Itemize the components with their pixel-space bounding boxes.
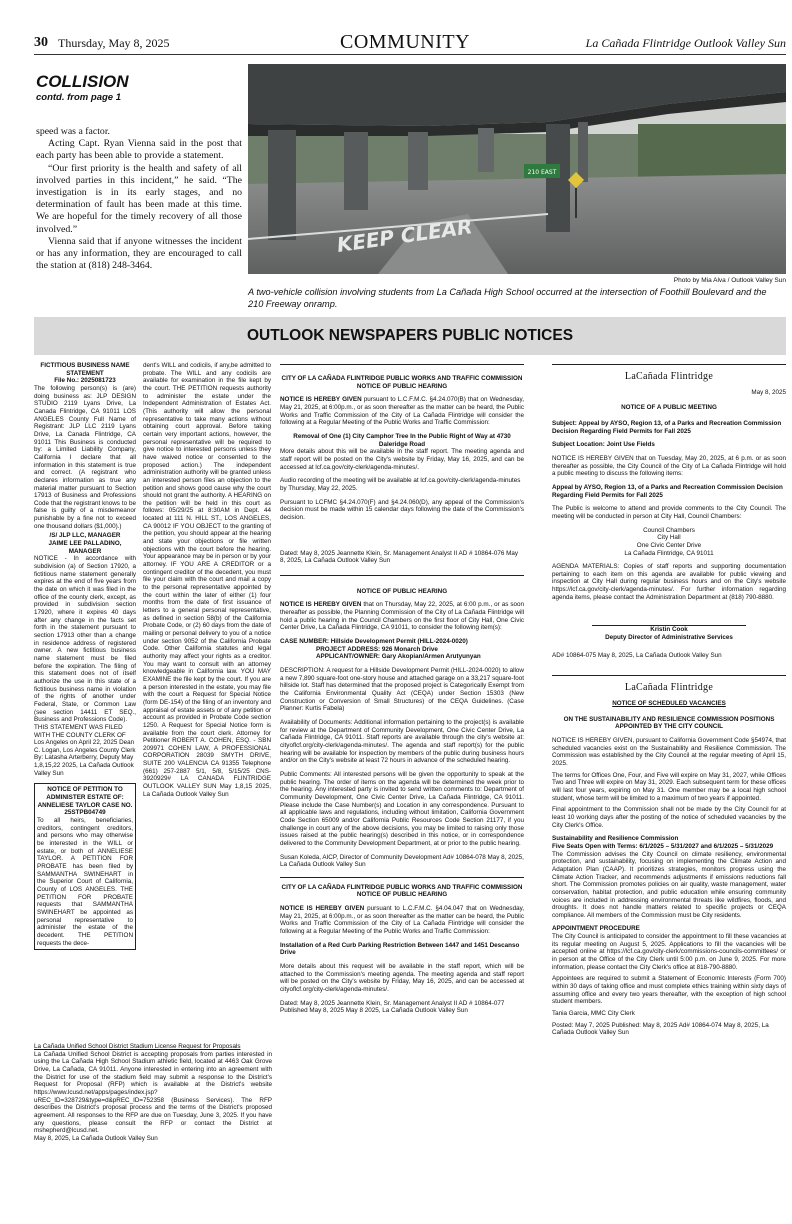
vacancy-commission: Sustainability and Resilience Commission: [552, 835, 679, 843]
story-headline: COLLISION: [36, 72, 129, 91]
n2-intro-text: that on Thursday, May 22, 2025, at 6:00 p.m., or as soon thereafter as possible, the Planning Commission of the City of La Cañada Flintridge will hold a public hearing in the Council Chambers on the first floor of City Hall, One Civic Center Drive, La Cañada Flintridge, CA 91011, to consider the following item(s):: [280, 601, 524, 632]
meeting-public: The Public is welcome to attend and provide comments to the City Council. The meeting will be conducted in person at City Hall, Council Chambers:: [552, 505, 786, 520]
vacancy-procedure-heading: APPOINTMENT PROCEDURE: [552, 925, 640, 933]
notice-divider: [552, 675, 786, 676]
masthead: [34, 30, 786, 52]
fbn-signature-1: /S/ JLP LLC, MANAGER: [49, 532, 121, 540]
meeting-notice: NOTICE IS HEREBY GIVEN that on Tuesday, May 20, 2025, at 6 p.m. or as soon thereafter as possible, the City Council of the City of La Cañada Flintridge will hold a public meeting to discuss the following items:: [552, 454, 786, 478]
vacancy-seats: Five Seats Open with Terms: 6/1/2025 – 5/31/2027 and 6/1/2025 – 5/31/2029: [552, 842, 774, 850]
freeway-photo-illustration: [248, 64, 786, 274]
fbn-notice: NOTICE - In accordance with subdivision (a) of Section 17920, a fictitious name statement generally expires at the end of five years from the date on which it was filed in the office of the county clerk, except, as provided in subdivision section 17920, where it expires 40 days after any change in the facts set forth in the statement pursuant to section 17913 other than a change in residence address of registered owner. A new fictitious business name statement must be filed before the expiration. The filing of this statement does not of itself authorize the use in this state of a fictitious business name in violation of the rights of another under Federal, State, or Common Law (see section 14411 ET SEQ., Business and Professions Code).: [34, 555, 136, 724]
page-number: 30: [34, 35, 48, 50]
n2-heading: NOTICE OF PUBLIC HEARING: [356, 587, 448, 595]
meeting-agenda: AGENDA MATERIALS: Copies of staff reports and supporting documentation pertaining to each item on this agenda are available for public viewing and inspection at City Hall during regular business hours and on the City's website https://lcf.ca.gov/city-clerk/agenda-minutes/. For further information regarding agenda items, please contact the Administration Department at (818) 790-8880.: [552, 563, 786, 601]
meeting-item: Appeal by AYSO, Region 13, of a Parks and Recreation Commission Decision Regarding Field Permits for Fall 2025: [552, 483, 783, 499]
n2-address: PROJECT ADDRESS: 926 Monarch Drive: [316, 645, 438, 653]
address-line: La Cañada Flintridge, CA 91011: [624, 549, 714, 557]
photo-caption: A two-vehicle collision involving students from La Cañada High School occurred at the intersection of Foothill Boulevard and the 210 Freeway onramp.: [248, 287, 767, 309]
address-line: One Civic Center Drive: [636, 541, 702, 549]
lcusd-notice: [34, 1043, 272, 1143]
story-paragraph: speed was a factor.: [36, 126, 110, 137]
lcusd-body: La Cañada Unified School District is accepting proposals from parties interested in using the La Cañada High School Stadium athletic field, located at 4463 Oak Grove Drive, La Cañada, CA 91011. Anyone interested in entering into an agreement with the District for use of the stadium field may submit a response to the District's Request for Proposal (RFP) which is available at the District's website https://www.lcusd.net/apps/pages/index.jsp?uREC_ID=328729&type=d&pREC_ID=752358 (Business Services). The RFP describes the District's proposal process and the terms of the District's proposed agreement. All responses to the RFP are due on Tuesday, June 3, 2025. If you have any questions, please consult the RFP or contact the District at mshepherd@lcusd.net.: [34, 1050, 272, 1135]
probate-continued: dent's WILL and codicils, if any,be admitted to probate. The WILL and any codicils are available for examination in the file kept by the court. THE PETITION requests authority to administer the estate under the Independent Administration of Estates Act. (This authority will allow the personal representative to take many actions without obtaining court approval. Before taking certain very important actions, however, the personal representative will be required to give notice to interested persons unless they have waived notice or consented to the proposed action.) The independent administration authority will be granted unless an interested person files an objection to the petition and shows good cause why the court should not grant the authority. A HEARING on the petition will be held in this court as follows: 05/29/25 at 8:30AM in Dept. 44 located at 111 N. HILL ST., LOS ANGELES, CA 90012 IF YOU OBJECT to the granting of the petition, you should appear at the hearing and state your objections or file written objections with the court before the hearing. Your appearance may be in person or by your attorney. IF YOU ARE A CREDITOR or a contingent creditor of the decedent, you must file your claim with the court and mail a copy to the personal representative appointed by the court within the later of either (1) four months from the date of first issuance of letters to a general personal representative, as defined in section 58(b) of the California Probate Code, or (2) 60 days from the date of mailing or personal delivery to you of a notice under section 9052 of the California Probate Code. Other California statutes and legal authority may affect your rights as a creditor. You may want to consult with an attorney knowledgeable in California law. YOU MAY EXAMINE the file kept by the court. If you are a person interested in the estate, you may file with the court a Request for Special Notice (form DE-154) of the filing of an inventory and appraisal of estate assets or of any petition or account as provided in Probate Code section 1250. A Request for Special Notice form is available from the court clerk. Attorney for Petitioner ROBERT A. COHEN, ESQ. - SBN 209971 COHEN LAW, A PROFESSIONAL CORPORATION 28039 SMYTH DRIVE, SUITE 200 VALENCIA CA 91355 Telephone (661) 257-2887 5/1, 5/8, 5/15/25 CNS-3920929# LA CANADA FLINTRIDGE OUTLOOK VALLEY SUN May 1,8,15 2025, La Cañada Outlook Valley Sun: [143, 362, 271, 798]
n2-case: CASE NUMBER: Hillside Development Permit (HILL-2024-0020): [280, 638, 468, 646]
city-logo: LaCañada Flintridge: [624, 371, 714, 382]
n1-more: More details about this will be available in the staff report. The meeting agenda and staff report will be posted on the City's website by Friday, May 16, 2025, and can be accessed at lcf.ca.gov/city-clerk/agenda-minutes/.: [280, 448, 524, 471]
vacancy-procedure: The City Council is anticipated to consider the appointment to fill these vacancies at its regular meeting on August 5, 2025. Applications to fill the vacancies will be accepted online at https://lcf.ca.gov/city-clerk/commissions-councils-committees/ or in person at the Office of the City Clerk until 5:00 p.m. on June 9, 2025. For more information, please contact the City Clerk's office at 818-790-8880.: [552, 933, 786, 971]
n2-intro: [280, 601, 524, 632]
notice-divider: [280, 877, 524, 878]
freeway-sign-text: 210 EAST: [527, 169, 557, 176]
vacancy-terms: The terms for Offices One, Four, and Five will expire on May 31, 2027, while Offices Two and Three will expire on May 31, 2029. Each subsequent term for these offices will last four years, expiring on May 31. One member may be a local high school student, whose term will be limited to a maximum of two years if appointed.: [552, 771, 786, 802]
fbn-file-number: File No.: 2025081723: [54, 377, 116, 385]
notices-column-4: [552, 364, 786, 1037]
n3-lead: NOTICE IS HEREBY GIVEN: [280, 905, 365, 913]
story-paragraph: “Our first priority is the health and safety of all involved parties in this incident,” he said. “The investigation is in its early stages, and no determination of fault has been made at this time. We are hopeful for the timely recovery of all those involved.”: [36, 162, 242, 235]
meeting-title: NOTICE OF A PUBLIC MEETING: [621, 404, 717, 412]
lcusd-footer: May 8, 2025, La Cañada Outlook Valley Sun: [34, 1134, 158, 1142]
meeting-subject: Subject: Appeal by AYSO, Region 13, of a Parks and Recreation Commission Decision Regarding Field Permits for Fall 2025: [552, 419, 782, 435]
fbn-signature-2: JAIME LEE PALLADINO, MANAGER: [48, 540, 122, 555]
photo-credit: Photo by Mia Alva / Outlook Valley Sun: [673, 277, 786, 284]
n2-availability: Availability of Documents: Additional information pertaining to the project(s) is available for review at the Department of Community Development, One Civic Center Drive, La Cañada Flintridge, CA 91011. Staff reports are available through the city's website at: cityoflcf.org/city-clerk/agenda-minutes/. The agenda and staff report(s) for the public hearing will be available for inspection by members of the public during business hours and/or on the City's website at least 72 hours in advance of the scheduled hearing.: [280, 719, 524, 765]
notice-divider: [552, 364, 786, 365]
vacancy-final: Final appointment to the Commission shall not be made by the City Council for at least 10 working days after the posting of the notice of scheduled vacancies by the City Clerk's Office.: [552, 806, 786, 829]
n3-intro-text: pursuant to L.C.F.M.C. §4.04.047 that on Wednesday, May 21, 2025, at 6:00p.m., or as soon thereafter as the matter can be heard, the Public Works and Traffic Commission of the City of La Cañada Flintridge will consider the following at a Regular Meeting of the Public Works and Traffic Commission:: [280, 905, 525, 936]
meeting-address: [552, 527, 786, 558]
n2-applicant: APPLICANT/OWNER: Gary Akopian/Armen Arutyunyan: [316, 653, 481, 661]
story-paragraph: Vienna said that if anyone witnesses the incident or has any information, they are encouraged to call the station at (818) 248-3464.: [36, 235, 242, 272]
n3-more: More details about this request will be available in the staff report, which will be attached to the Commission's meeting agenda. The meeting agenda and staff report will be posted on the City's website by Friday, May 16, 2025, and can be accessed at cityoflcf.org/city-clerk/agenda-minutes/.: [280, 963, 524, 994]
notice-divider: [280, 364, 524, 365]
n1-heading: CITY OF LA CAÑADA FLINTRIDGE PUBLIC WORKS AND TRAFFIC COMMISSION NOTICE OF PUBLIC HEARING: [281, 375, 523, 390]
probate-body: To all heirs, beneficiaries, creditors, contingent creditors, and persons who may otherwise be interested in the WILL or estate, or both of ANNELIESE TAYLOR. A PETITION FOR PROBATE has been filed by SAMMANTHA SWINEHART in the Superior Court of California, County of LOS ANGELES. THE PETITION FOR PROBATE requests that SAMMANTHA SWINEHART be appointed as personal representative to administer the estate of the decedent. THE PETITION requests the dece-: [37, 817, 133, 947]
probate-title: NOTICE OF PETITION TO ADMINISTER ESTATE OF: ANNELIESE TAYLOR CASE NO. 25STPB04749: [37, 786, 133, 817]
meeting-ad: AD# 10864-075 May 8, 2025, La Cañada Outlook Valley Sun: [552, 651, 722, 659]
fbn-body: The following person(s) is (are) doing business as: JLP DESIGN STUDIO 2119 Lyans Drive, La Canada Flintridge, CA 91011 LOS ANGELES County Full Name of Registrant: JLP LLC 2119 Lyans Drive, La Canada Flintridge, CA 91011 This Business is conducted by: a Limited Liability Company, California I declare that all information in this statement is true and correct. (A registrant who declares information as true any material matter pursuant to Section 17913 of Business and Professions Code that the registrant knows to be false is guilty of a misdemeanor punishable by a fine not to exceed one thousand dollars ($1,000).): [34, 384, 136, 530]
fbn-title: FICTITIOUS BUSINESS NAME STATEMENT: [40, 362, 130, 377]
probate-notice-box: [34, 783, 136, 950]
city-logo: LaCañada Flintridge: [624, 682, 714, 694]
paper-name: La Cañada Flintridge Outlook Valley Sun: [585, 36, 786, 50]
n3-signature: Dated: May 8, 2025 Jeannette Klein, Sr. Management Analyst II AD # 10864-077 Published May 8, 2025 May 8 2025, La Cañada Outlook Valley Sun: [280, 999, 505, 1015]
lcusd-title: La Cañada Unified School District Stadium License Request for Proposals: [34, 1043, 241, 1050]
banner-title: OUTLOOK NEWSPAPERS PUBLIC NOTICES: [246, 327, 574, 344]
vacancy-title: NOTICE OF SCHEDULED VACANCIES: [612, 700, 726, 708]
n1-item: Removal of One (1) City Camphor Tree In the Public Right of Way at 4730 Daleridge Road: [293, 432, 511, 448]
address-line: City Hall: [657, 534, 681, 542]
meeting-date: May 8, 2025: [751, 388, 786, 396]
n2-signature: Susan Koleda, AICP, Director of Community Development Ad# 10864-078 May 8, 2025, La Cañada Outlook Valley Sun: [280, 853, 524, 869]
public-notices-banner: [34, 317, 786, 355]
section-title: COMMUNITY: [340, 31, 471, 53]
story-body: [36, 126, 242, 272]
story-paragraph: Acting Capt. Ryan Vienna said in the post that each party has been able to provide a statement.: [36, 138, 242, 162]
n1-intro-text: pursuant to L.C.F.M.C. §4.24.070(B) that on Wednesday, May 21, 2025, at 6:00p.m., or as soon thereafter as the matter can be heard, the Public Works and Traffic Commission of the City of La Cañada Flintridge will consider the following at a Regular Meeting of the Public Works and Traffic Commission:: [280, 396, 524, 427]
vacancy-form700: Appointees are required to submit a Statement of Economic Interests (Form 700) within 30 days of taking office and must complete ethics training within sixty days of assuming office and every two years thereafter, with the exception of high school student members.: [552, 975, 786, 1006]
road-marking-text: KEEP CLEAR: [335, 214, 474, 257]
vacancy-subtitle: ON THE SUSTAINABILITY AND RESILIENCE COMMISSION POSITIONS APPOINTED BY THE CITY COUNCIL: [563, 715, 775, 731]
notices-column-1: [34, 362, 136, 950]
n1-intro: [280, 396, 524, 427]
fbn-filed: THIS STATEMENT WAS FILED WITH THE COUNTY CLERK OF Los Angeles on April 22, 2025 Dean C. Logan, Los Angeles County Clerk By: Latasha Arterberry, Deputy May 1,8,15,22 2025, La Cañada Outlook Valley Sun: [34, 723, 136, 777]
story-photo: [248, 64, 786, 274]
n1-audio: Audio recording of the meeting will be available at lcf.ca.gov/city-clerk/agenda-minutes by Thursday, May 22, 2025.: [280, 477, 521, 492]
n3-intro: [280, 905, 524, 936]
address-line: Council Chambers: [643, 526, 695, 534]
story-continuation: contd. from page 1: [36, 92, 121, 103]
n2-lead: NOTICE IS HEREBY GIVEN: [280, 601, 362, 609]
meeting-signer: Kristin Cook: [650, 626, 688, 634]
vacancy-signature: Tania Garcia, MMC City Clerk: [552, 1010, 635, 1018]
notice-divider: [280, 575, 524, 576]
n1-signature: Dated: May 8, 2025 Jeannette Klein, Sr. Management Analyst II AD # 10864-076 May 8, 2025, La Cañada Outlook Valley Sun: [280, 549, 519, 565]
meeting-signer-title: Deputy Director of Administrative Services: [605, 634, 733, 642]
n1-lead: NOTICE IS HEREBY GIVEN: [280, 396, 362, 404]
masthead-rule: [34, 54, 786, 55]
notices-column-2: [143, 362, 271, 798]
n2-comments: Public Comments: All interested persons will be given the opportunity to speak at the public hearing. The order of items on the agenda will be determined the week prior to the hearing. Any interested party is invited to send written comments to: Department of Community Development, One Civic Center Drive, La Cañada Flintridge, CA 91011. Please include the Case Number(s) and Location in any correspondence. Pursuant to all applicable laws and regulations, including without limitation, California Government Code Section 65009 and/or California Public Resources Code Section 21177, if you challenge in court any of the above decisions, you may be limited to raising only those issues raised at the public hearing(s) described in this notice, or in correspondence delivered to the Community Development Department, at or prior to the public hearing.: [280, 770, 524, 847]
n3-heading: CITY OF LA CAÑADA FLINTRIDGE PUBLIC WORKS AND TRAFFIC COMMISSION NOTICE OF PUBLIC HEARING: [281, 883, 523, 899]
vacancy-posted: Posted: May 7, 2025 Published: May 8, 2025 Ad# 10864-074 May 8, 2025, La Cañada Outlook Valley Sun: [552, 1021, 769, 1037]
vacancy-notice: NOTICE IS HEREBY GIVEN, pursuant to California Government Code §54974, that scheduled vacancies exist on the Sustainability and Resilience Commission. The Commission was established by the City Council at the regular meeting of April 15, 2025.: [552, 737, 786, 767]
vacancy-description: The Commission advises the City Council on climate resiliency, environmental protection, and sustainability, focusing on implementing the Climate Action and Adaptation Plan (CAAP). It prioritizes strategies, monitors progress using the Climate Action Tracker, and recommends adjustments if emissions reductions fall short. The Commission promotes policies on air quality, waste management, water conservation, habitat protection, and public education while ensuring community voices are included in addressing environmental threats like wildfires, floods, and droughts. It does not handle matters related to specific projects or CEQA compliance. All members of the Commission must be City residents.: [552, 850, 786, 919]
meeting-location: Subject Location: Joint Use Fields: [552, 441, 655, 449]
n1-appeal: Pursuant to LCFMC §4.24.070(F) and §4.24.060(D), any appeal of the Commission's decision must be made within 15 calendar days following the date of the Commission's decision.: [280, 498, 524, 521]
notices-column-3: [280, 364, 524, 1015]
n3-item: Installation of a Red Curb Parking Restriction Between 1447 and 1451 Descanso Drive: [280, 941, 520, 957]
n2-description: DESCRIPTION: A request for a Hillside Development Permit (HILL-2024-0020) to allow a new 7,890 square-foot one-story house and attached garage on a 33,217 square-foot hillside lot. Staff has determined that the proposed project is Categorically Exempt from the California Environmental Quality Act (CEQA) under Section 15303 (New Construction or Conversion of Small Structures) of the CEQA Guidelines. (Case Planner: Kurtis Fabela): [280, 667, 524, 713]
issue-date: Thursday, May 8, 2025: [58, 36, 170, 50]
